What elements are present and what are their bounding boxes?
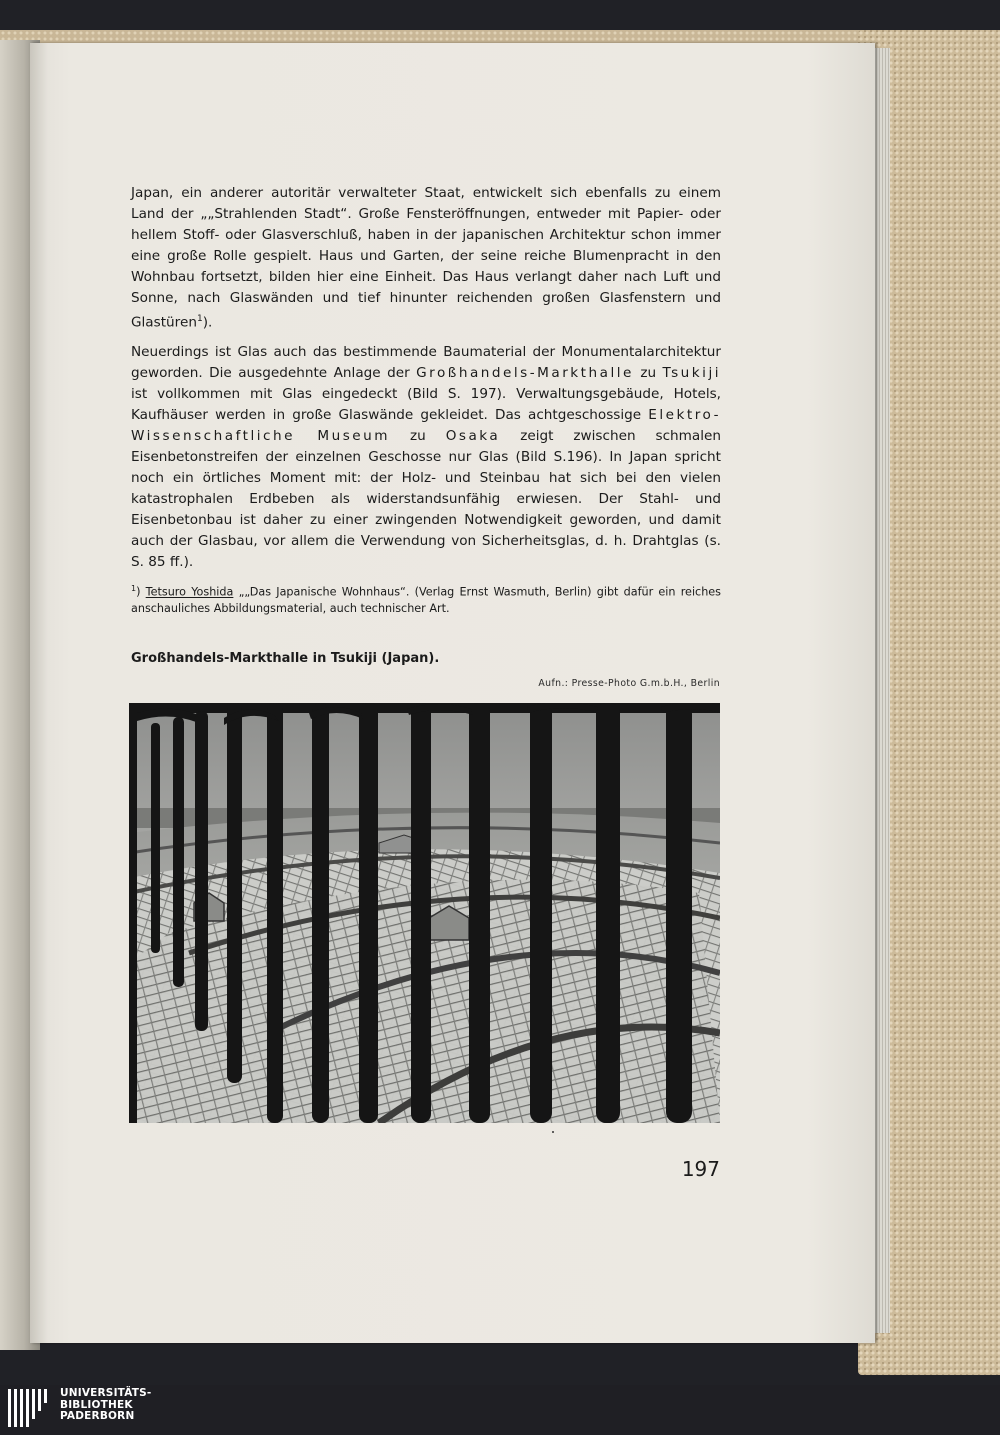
p2-emphasis-tsukiji: Tsukiji <box>662 365 721 381</box>
market-hall-photo <box>129 703 720 1123</box>
footnote-author: Tetsuro Yoshida <box>145 585 234 599</box>
footnote-reference: 1 <box>196 314 203 324</box>
page-number: 197 <box>681 1157 720 1181</box>
library-name-line: UNIVERSITÄTS- <box>60 1387 152 1399</box>
footnote-mark: 1 <box>131 584 137 593</box>
p2-text: zu <box>390 428 446 444</box>
p2-emphasis-markthalle: Großhandels-Markthalle <box>416 365 634 381</box>
p2-text: ist vollkommen mit Glas eingedeckt (Bild S. 197). Verwaltungsgebäude, Hotels, Kaufhäuser werden in große Glaswände gekleidet. Das achtgeschossige <box>131 386 721 423</box>
p2-text: zeigt zwischen schmalen Eisenbetonstreifen der einzelnen Geschosse nur Glas (Bild S.196). In Japan spricht noch ein örtliches Moment mit: der Holz- und Steinbau hat sich bei den vielen katastrophalen Erdbeben als widerstandsunfähig erwiesen. Der Stahl- und Eisenbetonbau ist daher zu einer zwingenden Notwendigkeit geworden, und damit auch der Glasbau, vor allem die Verwendung von Sicherheitsglas, d. h. Drahtglas (s. S. 85 ff.). <box>131 428 721 570</box>
photo-caption: Großhandels-Markthalle in Tsukiji (Japan). <box>131 651 440 666</box>
paragraph-japan <box>131 183 721 334</box>
photo-credit: Aufn.: Presse-Photo G.m.b.H., Berlin <box>538 678 720 689</box>
library-logo <box>0 1385 300 1435</box>
p2-text: zu <box>633 365 663 381</box>
page-mark <box>552 1131 554 1133</box>
library-name-line: BIBLIOTHEK <box>60 1398 133 1411</box>
library-name-line: PADERBORN <box>60 1410 135 1422</box>
library-logo-icon <box>8 1387 52 1431</box>
library-name <box>60 1388 151 1423</box>
p2-emphasis-museum: Elektro-Wissenschaftliche Museum <box>131 407 721 444</box>
paragraph-japan-text: Japan, ein anderer autoritär verwalteter Staat, entwickelt sich ebenfalls zu einem Land der „„Strahlenden Stadt“. Große Fensteröffnungen, entweder mit Papier- oder hellem Stoff- oder Glasverschluß, haben in der japanischen Architektur schon immer eine große Rolle gespielt. Haus und Garten, der seine reiche Blumenpracht in den Wohnbau fortsetzt, bilden hier eine Einheit. Das Haus verlangt daher nach Luft und Sonne, nach Glaswänden und tief hinunter reichenden großen Glasfenstern und Glastüren <box>131 185 721 331</box>
p2-text: Neuerdings ist Glas auch das bestimmende Baumaterial der Monumentalarchitektur geworden. Die ausgedehnte Anlage der <box>131 344 721 381</box>
footnote: $^1$) Tetsuro Yoshida „„Das Japanische Wohnhaus“. (Verlag Ernst Wasmuth, Berlin) gibt dafür ein reiches anschauliches Abbildungsmaterial, auch technischer Art. <box>131 584 721 616</box>
footnote-text: „„Das Japanische Wohnhaus“. (Verlag Ernst Wasmuth, Berlin) gibt dafür ein reiches anschauliches Abbildungsmaterial, auch technischer Art. <box>131 585 721 616</box>
paragraph-japan-end: ). <box>202 314 213 331</box>
p2-emphasis-osaka: Osaka <box>445 428 501 444</box>
paragraph-monumental <box>131 342 721 573</box>
